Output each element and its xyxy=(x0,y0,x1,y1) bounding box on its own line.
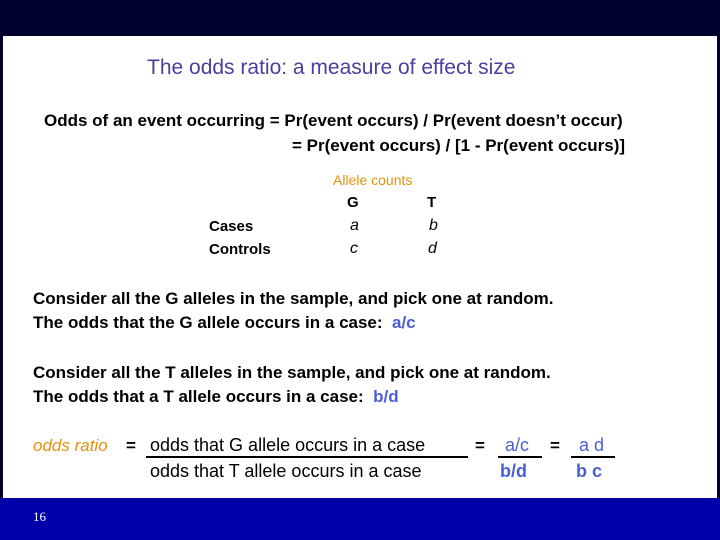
left-edge xyxy=(0,36,3,498)
bottom-bar xyxy=(0,498,720,540)
table-col-g: G xyxy=(347,194,359,211)
formula-equals-2: = xyxy=(475,436,485,455)
table-caption: Allele counts xyxy=(333,172,413,188)
slide-title: The odds ratio: a measure of effect size xyxy=(147,56,516,79)
formula-fraction-line-2 xyxy=(498,456,542,458)
top-bar xyxy=(0,0,720,36)
formula-numerator-frac: a/c xyxy=(505,435,530,455)
formula-numerator-text: odds that G allele occurs in a case xyxy=(150,435,426,455)
paragraph-g-line-1: Consider all the G alleles in the sample, and pick one at random. xyxy=(33,289,554,308)
formula-fraction-line-3 xyxy=(571,456,615,458)
formula-equals-3: = xyxy=(550,436,560,455)
paragraph-t-text: The odds that a T allele occurs in a case: xyxy=(33,387,364,406)
paragraph-g-text: The odds that the G allele occurs in a case: xyxy=(33,313,383,332)
table-cell-d: d xyxy=(428,240,437,257)
table-row-label-cases: Cases xyxy=(209,218,254,235)
definition-line-1: Odds of an event occurring = Pr(event occurs) / Pr(event doesn’t occur) xyxy=(44,111,623,130)
formula-denominator-final: b c xyxy=(576,461,603,481)
paragraph-t-line-2 xyxy=(33,387,399,407)
paragraph-g-line-2 xyxy=(33,313,416,333)
paragraph-t-value: b/d xyxy=(373,387,399,406)
formula-label: odds ratio xyxy=(33,436,108,455)
formula-equals-1: = xyxy=(126,436,136,455)
page-number: 16 xyxy=(33,509,46,524)
formula-denominator-text: odds that T allele occurs in a case xyxy=(150,461,422,481)
formula-denominator-frac: b/d xyxy=(500,461,527,481)
table-row-label-controls: Controls xyxy=(209,241,271,258)
table-cell-a: a xyxy=(350,217,359,234)
table-cell-b: b xyxy=(429,217,438,234)
formula-fraction-line-1 xyxy=(146,456,468,458)
table-col-t: T xyxy=(427,194,437,211)
table-cell-c: c xyxy=(350,240,358,257)
paragraph-t-line-1: Consider all the T alleles in the sample, and pick one at random. xyxy=(33,363,551,382)
definition-line-2: = Pr(event occurs) / [1 - Pr(event occurs)] xyxy=(292,136,626,155)
paragraph-g-value: a/c xyxy=(392,313,416,332)
formula-numerator-final: a d xyxy=(579,435,605,455)
